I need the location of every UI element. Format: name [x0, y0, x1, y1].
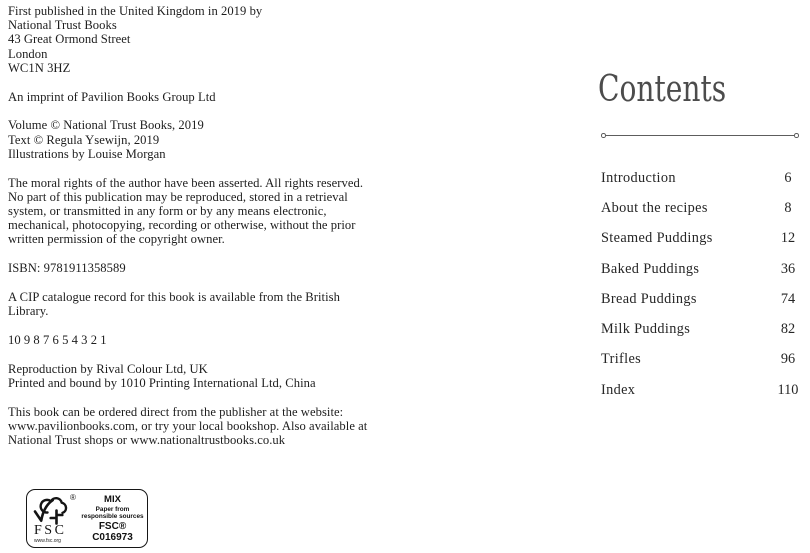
copyright-paragraph: A CIP catalogue record for this book is available from the British Library. — [8, 290, 340, 319]
contents-entry-label: About the recipes — [601, 199, 708, 216]
fsc-logo-panel — [27, 490, 81, 547]
contents-entry — [601, 284, 805, 314]
copyright-paragraph: This book can be ordered direct from the publisher at the website: www.pavilionbooks.com, or try your local bookshop. Also available at National Trust shops or www.nationaltrustbooks.co.uk — [8, 404, 368, 448]
contents-entry-page-number: 12 — [780, 230, 796, 247]
contents-entry-page-number: 36 — [780, 260, 796, 277]
copyright-paragraph: 10 9 8 7 6 5 4 3 2 1 — [8, 333, 107, 348]
contents-entry — [601, 375, 805, 405]
contents-entry-page-number: 82 — [780, 321, 796, 338]
contents-entry-label: Bread Puddings — [601, 290, 697, 307]
copyright-paragraph: ISBN: 9781911358589 — [8, 261, 126, 276]
contents-entry-label: Baked Puddings — [601, 260, 700, 277]
contents-entry-label: Steamed Puddings — [601, 230, 713, 247]
contents-title: Contents — [598, 69, 727, 110]
contents-entry-page-number: 6 — [784, 169, 792, 186]
fsc-licence-code: FSC® C016973 — [92, 521, 133, 543]
contents-entry-page-number: 96 — [780, 351, 796, 368]
contents-entry-label: Trifles — [601, 351, 642, 368]
contents-entry-label: Index — [601, 381, 636, 398]
fsc-mix-label: MIX — [104, 494, 121, 505]
copyright-paragraph: The moral rights of the author have been asserted. All rights reserved. No part of this publication may be reproduced, stored in a retrieval system, or transmitted in any form or by any means electronic, mechanical, photocopying, recording or otherwise, without the prior written permission of the copyright owner. — [8, 175, 364, 247]
contents-entry-page-number: 110 — [777, 381, 799, 398]
contents-entry-page-number: 8 — [784, 199, 792, 216]
contents-list — [601, 163, 805, 405]
fsc-text-panel — [81, 490, 147, 547]
fsc-paper-line1: Paper from — [95, 505, 130, 513]
contents-entry — [601, 193, 805, 223]
contents-entry-page-number: 74 — [780, 290, 796, 307]
fsc-wordmark: FSC — [34, 523, 67, 538]
contents-entry — [601, 314, 805, 344]
copyright-column — [8, 4, 420, 462]
copyright-paragraph: An imprint of Pavilion Books Group Ltd — [8, 89, 216, 104]
divider-line — [605, 135, 795, 136]
fsc-paper-line2: responsible sources — [81, 513, 144, 520]
fsc-registered-mark: ® — [70, 493, 76, 502]
divider-end-right — [794, 133, 799, 138]
contents-entry — [601, 224, 805, 254]
copyright-paragraph: First published in the United Kingdom in 2019 by National Trust Books 43 Great Ormond Street London WC1N 3HZ — [8, 4, 263, 75]
copyright-paragraph: Volume © National Trust Books, 2019 Text © Regula Ysewijn, 2019 Illustrations by Louise Morgan — [8, 118, 204, 161]
fsc-url: www.fsc.org — [34, 538, 61, 544]
fsc-tree-icon — [32, 492, 78, 525]
fsc-label — [26, 489, 148, 548]
contents-entry — [601, 163, 805, 193]
contents-entry-label: Introduction — [601, 169, 676, 186]
contents-entry — [601, 345, 805, 375]
fsc-paper-label — [81, 506, 143, 521]
contents-entry-label: Milk Puddings — [601, 321, 691, 338]
copyright-paragraph: Reproduction by Rival Colour Ltd, UK Printed and bound by 1010 Printing International Ltd, China — [8, 361, 316, 391]
contents-divider — [601, 133, 799, 139]
contents-entry — [601, 254, 805, 284]
